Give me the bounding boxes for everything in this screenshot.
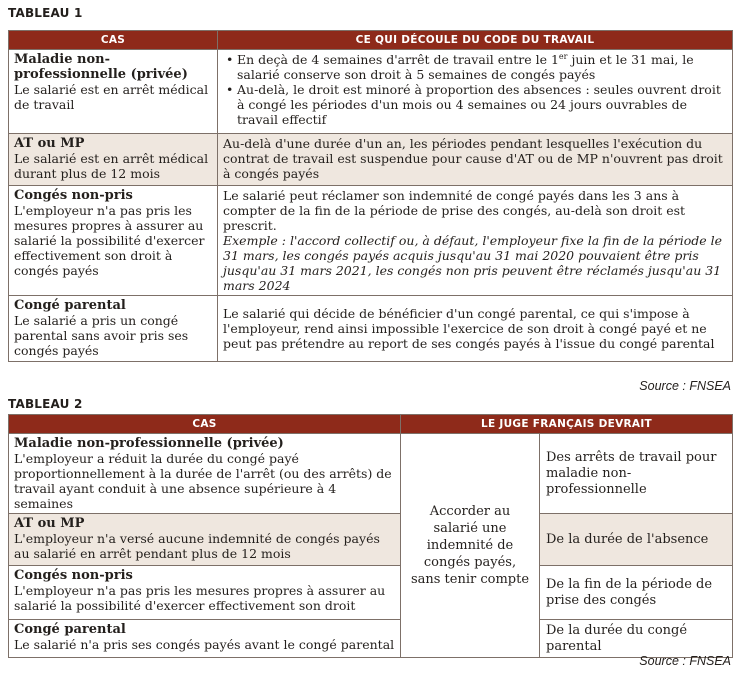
tableau1-label: TABLEAU 1 <box>8 6 83 20</box>
tableau2-right-cell: Des arrêts de travail pour maladie non-professionnelle <box>540 434 733 514</box>
cas-description: Le salarié a pris un congé parental sans avoir pris ses congés payés <box>14 313 189 358</box>
cas-title: Maladie non-professionnelle (privée) <box>14 52 188 82</box>
tableau2-row-conges-non-pris <box>9 566 733 620</box>
cas-description: L'employeur n'a pas pris les mesures propres à assurer au salarié la possibilité d'exercer effectivement son droit <box>14 583 386 613</box>
tableau2-cas-cell <box>9 514 401 566</box>
tableau2-label: TABLEAU 2 <box>8 397 83 411</box>
cas-title: Congés non-pris <box>14 568 133 583</box>
tableau2-row-maladie <box>9 434 733 514</box>
cas-title: Congé parental <box>14 622 126 637</box>
tableau1-header-cas: CAS <box>9 31 218 50</box>
tableau2-cas-cell <box>9 620 401 658</box>
tableau1-header-code: CE QUI DÉCOULE DU CODE DU TRAVAIL <box>218 31 733 50</box>
tableau2-middle-cell: Accorder au salarié une indemnité de congés payés, sans tenir compte <box>401 434 540 658</box>
cas-title: AT ou MP <box>14 516 85 531</box>
tableau1-table <box>8 30 733 362</box>
tableau1-code-cell: Au-delà d'une durée d'un an, les périodes pendant lesquelles l'exécution du contrat de travail est suspendue pour cause d'AT ou de MP n'ouvrent pas droit à congés payés <box>218 134 733 186</box>
tableau2-table <box>8 414 733 658</box>
cas-description: Le salarié est en arrêt médical durant plus de 12 mois <box>14 151 209 181</box>
tableau2-source: Source : FNSEA <box>639 654 731 668</box>
tableau1-header-row <box>9 31 733 50</box>
tableau1-code-cell <box>218 50 733 134</box>
tableau1-row-conges-non-pris <box>9 186 733 296</box>
tableau2-header-cas: CAS <box>9 415 401 434</box>
cas-description: L'employeur n'a pas pris les mesures propres à assurer au salarié la possibilité d'exercer effectivement son droit à congés payés <box>14 203 205 278</box>
tableau1-cas-cell <box>9 134 218 186</box>
rule-text: Le salarié peut réclamer son indemnité de congé payés dans les 3 ans à compter de la fin de la période de prise des congés, au-delà son droit est prescrit. <box>223 188 686 233</box>
cas-title: Maladie non-professionnelle (privée) <box>14 436 284 451</box>
tableau1-row-at-mp <box>9 134 733 186</box>
tableau1-row-conge-parental <box>9 296 733 362</box>
tableau2-right-cell: De la fin de la période de prise des congés <box>540 566 733 620</box>
tableau2-cas-cell <box>9 434 401 514</box>
example-text: Exemple : l'accord collectif ou, à défaut, l'employeur fixe la fin de la période le 31 mars, les congés payés acquis jusqu'au 31 mai 2020 pouvaient être pris jusqu'au 31 mars 2021, les congés non pris peuvent être réclamés jusqu'au 31 mars 2024 <box>223 233 723 293</box>
tableau1-cas-cell <box>9 186 218 296</box>
tableau1-code-cell <box>218 186 733 296</box>
cas-title: Congés non-pris <box>14 188 133 203</box>
cas-description: Le salarié n'a pris ses congés payés avant le congé parental <box>14 637 395 652</box>
tableau2-right-cell: De la durée du congé parental <box>540 620 733 658</box>
tableau2-header-row <box>9 415 733 434</box>
cas-title: AT ou MP <box>14 136 85 151</box>
tableau2-row-conge-parental <box>9 620 733 658</box>
tableau1-source: Source : FNSEA <box>639 379 731 393</box>
bullet-item: • Au-delà, le droit est minoré à proportion des absences : seules ouvrent droit à congé les périodes d'un mois ou 4 semaines ou 24 jours ouvrables de travail effectif <box>237 82 727 127</box>
tableau2-cas-cell <box>9 566 401 620</box>
cas-title: Congé parental <box>14 298 126 313</box>
cas-description: Le salarié est en arrêt médical de travail <box>14 82 209 112</box>
tableau1-cas-cell <box>9 50 218 134</box>
bullet-list <box>223 52 727 127</box>
tableau1-row-maladie <box>9 50 733 134</box>
cas-description: L'employeur a réduit la durée du congé payé proportionnellement à la durée de l'arrêt (ou des arrêts) de travail ayant conduit à une absence supérieure à 4 semaines <box>14 451 392 511</box>
tableau1-cas-cell <box>9 296 218 362</box>
tableau2-row-at-mp <box>9 514 733 566</box>
bullet-item: • En deçà de 4 semaines d'arrêt de travail entre le 1er juin et le 31 mai, le salarié conserve son droit à 5 semaines de congés payés <box>237 52 727 82</box>
cas-description: L'employeur n'a versé aucune indemnité de congés payés au salarié en arrêt pendant plus de 12 mois <box>14 531 380 561</box>
tableau1-code-cell: Le salarié qui décide de bénéficier d'un congé parental, ce qui s'impose à l'employeur, rend ainsi impossible l'exercice de son droit à congé payé et ne peut pas prétendre au report de ses congés payés à l'issue du congé parental <box>218 296 733 362</box>
tableau2-right-cell: De la durée de l'absence <box>540 514 733 566</box>
tableau2-header-juge: LE JUGE FRANÇAIS DEVRAIT <box>401 415 733 434</box>
